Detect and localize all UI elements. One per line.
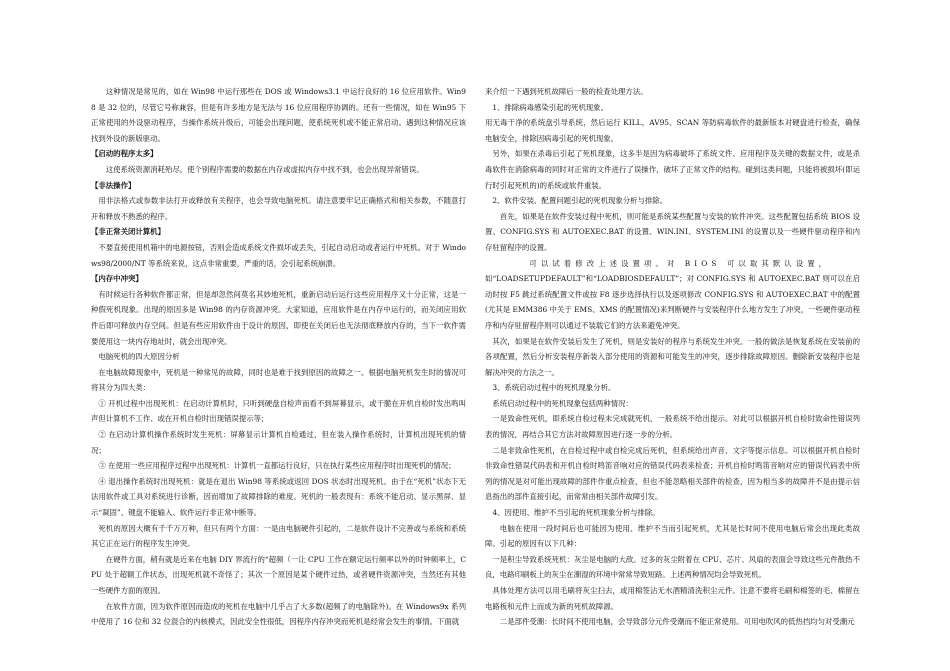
right-column xyxy=(485,84,860,630)
paragraph: 其次，如果是在软件安装后发生了死机，则是安装好的程序与系统发生冲突。一般的做法是恢复系统在安装前的各项配置，然后分析安装程序新装入部分使用的资源和可能发生的冲突，逐步排除故障原因。删除新安装程序也是解决冲突的方法之一。 xyxy=(485,336,860,377)
paragraph: 用非法格式或参数非法打开或释放有关程序，也会导致电脑死机。请注意要牢记正确格式和相关参数，不随意打开和释放不熟悉的程序。 xyxy=(91,196,466,221)
paragraph: 这种情况是常见的，如在 Win98 中运行那些在 DOS 或 Windows3.1 中运行良好的 16 位应用软件。Win98 是 32 位的，尽管它号称兼容，但是有许多地方是无法与 16 位应用程序协调的。还有一些情况，如在 Win95 下正常使用的外设驱动程序，当操作系统升级后，可能会出现问题，使系统死机或不能正常启动。遇到这种情况应该找到外设的新版驱动。 xyxy=(91,87,466,143)
paragraph: 4、因使用、维护不当引起的死机现象分析与排除。 xyxy=(492,508,660,518)
left-column xyxy=(91,84,466,630)
paragraph: 一是积尘导致系统死机：灰尘是电脑的大敌。过多的灰尘附着在 CPU、芯片、风扇的表面会导致这些元件散热不良，电路印刷板上的灰尘在潮湿的环境中常常导致短路。上述两种情况均会导致死机。 xyxy=(485,554,860,580)
paragraph: 另外，如果在杀毒后引起了死机现象，这多半是因为病毒破坏了系统文件、应用程序及关键的数据文件，或是杀毒软件在消除病毒的同时对正常的文件进行了误操作，破坏了正常文件的结构。碰到这类问题，只能将被损坏(即运行时引起死机的)的系统或软件重装。 xyxy=(485,149,860,190)
paragraph: 来介绍一下遇到死机故障后一般的检查处理方法。 xyxy=(485,87,648,96)
paragraph: 不要直接使用机箱中的电源按钮，否则会造成系统文件损坏或丢失，引起自动启动或者运行中死机。对于 Windows98/2000/NT 等系统来说，这点非常重要，严重的话，会引起系统崩溃。 xyxy=(91,242,466,268)
paragraph: 在硬件方面，稍有就是近来在电脑 DIY 界流行的“超频（一让 CPU 工作在额定运行频率以外的时钟频率上，CPU 处于超额工作状态，出现死机就不奇怪了；其次一个原因是某个硬件过热，或者硬件资源冲突，当然还有其他一些硬件方面的原因。 xyxy=(91,554,466,595)
paragraph: 在软件方面，因为软件原因而造成的死机在电脑中几乎占了大多数(超频了的电脑除外)。在 Windows9x 系列中使用了 16 位和 32 位混合的内核模式，因此安全性很低，因程序内存冲突而死机是经常会发生的事情。下面就 xyxy=(91,601,466,627)
paragraph: 用无毒干净的系统盘引导系统，然后运行 KILL，AV95、SCAN 等防病毒软件的最新版本对硬盘进行检查，确保电脑安全，排除因病毒引起的死机现象。 xyxy=(485,118,860,143)
paragraph: 系统启动过程中的死机现象包括两种情况： xyxy=(492,398,633,408)
paragraph: 1、排除病毒感染引起的死机现象。 xyxy=(492,102,608,112)
paragraph: 二是非致命性死机，在自检过程中或自检完成后死机，但系统给出声音、文字等提示信息。可以根据开机自检时非致命性错误代码表和开机自检时鸣笛音响对应的错误代码表来检查；开机自检时鸣笛音响对应的错误代码表中所列的情况是对可能出现故障的部件作重点检查，但也不能忽略相关部件的检查，因为相当多的故障并不是由提示信息指出的部件直接引起，而常常由相关部件故障引发。 xyxy=(485,445,860,502)
paragraph: ③ 在使用一些应用程序过程中出现死机：计算机一直都运行良好，只在执行某些应用程序时出现死机的情况； xyxy=(98,461,456,471)
paragraph: 二是部件受潮：长时间不使用电脑，会导致部分元件受潮而不能正常使用。可用电吹风的低热挡均匀对受潮元 xyxy=(499,617,855,627)
paragraph: 2、软件安装、配置问题引起的死机现象分析与排除。 xyxy=(492,196,668,206)
paragraph: 【启动的程序太多】 xyxy=(91,149,158,159)
paragraph: 电脑在使用一段时间后也可能因为使用、维护不当而引起死机，尤其是长时间不使用电脑后常会出现此类故障。引起的原因有以下几种： xyxy=(485,523,860,549)
paragraph: 可以试着修改上述设置项。对 BIOS 可以取其默认设置， xyxy=(529,258,831,268)
paragraph: 死机的原因大概有千千万万种，但只有两个方面：一是由电脑硬件引起的，二是软件设计不完善或与系统和系统其它正在运行的程序发生冲突。 xyxy=(91,523,466,549)
paragraph: 在电脑故障现象中，死机是一种常见的故障，同时也是难于找到原因的故障之一。根据电脑死机发生时的情况可将其分为四大类： xyxy=(91,367,466,393)
paragraph: ① 开机过程中出现死机：在启动计算机时，只听到硬盘自检声而看不到屏幕显示，或干脆在开机自检时发出鸣叫声但计算机不工作、或在开机自检时出现错误提示等； xyxy=(91,398,466,424)
paragraph: 具体处理方法可以用毛刷将灰尘扫去，或用棉签沾无水酒精清洗积尘元件。注意不要将毛刷和棉签的毛、棉留在电路板和元件上而成为新的死机故障源。 xyxy=(485,586,860,611)
paragraph: 这使系统资源消耗殆尽，使个别程序需要的数据在内存或虚拟内存中找不到，也会出现异常错误。 xyxy=(105,164,424,174)
paragraph: 有时候运行各种软件都正常，但是却忽然间莫名其妙地死机，重新启动后运行这些应用程序又十分正常，这是一种假死机现象。出现的原因多是 Win98 的内存资源冲突。大家知道，应用软件是在内存中运行的，而关闭应用软件后即可释放内存空间。但是有些应用软件由于设计的原因，即使在关闭后也无法彻底释放内存的，当下一软件需要使用这一块内存地址时，就会出现冲突。 xyxy=(91,289,466,346)
paragraph: 如“LOADSETUPDEFAULT”和“LOADBIOSDEFAULT”；对 CONFIG.SYS 和 AUTOEXEC.BAT 则可以在启动时按 F5 跳过系统配置文件或按 F8 逐步选择执行以及逐项修改 CONFIG.SYS 和 AUTOEXEC.BAT 中的配置(尤其是 EMM386 中关于 EMS、XMS 的配置情况)来判断硬件与安装程序什么地方发生了冲突，一些硬件驱动程序和内存驻留程序则可以通过不装载它们的方法来避免冲突。 xyxy=(485,274,860,330)
paragraph: 电脑死机的四大原因分析 xyxy=(98,352,180,362)
paragraph: ④ 退出操作系统时出现死机：就是在退出 Win98 等系统或返回 DOS 状态时出现死机。由于在“死机”状态下无法用软件或工具对系统进行诊断，因而增加了故障排除的难度。死机的一般表现有：系统不能启动、显示黑屏、显示“凝固”、键盘不能输入、软件运行非正常中断等。 xyxy=(91,476,466,518)
paragraph: 一是致命性死机，即系统自检过程未完成就死机，一般系统不给出提示。对此可以根据开机自检时致命性错误列表的情况，再结合其它方法对故障原因进行逐一步的分析。 xyxy=(485,414,860,440)
paragraph: 【内存中冲突】 xyxy=(91,274,143,284)
paragraph: 【非正常关闭计算机】 xyxy=(91,227,165,237)
paragraph: 【非法操作】 xyxy=(91,180,136,190)
paragraph: ② 在启动计算机操作系统时发生死机：屏幕显示计算机自检通过，但在装入操作系统时，计算机出现死机的情况； xyxy=(91,430,466,455)
paragraph: 3、系统启动过程中的死机现象分析。 xyxy=(492,383,616,393)
paragraph: 首先，如果是在软件安装过程中死机，则可能是系统某些配置与安装的软件冲突。这些配置包括系统 BIOS 设置、CONFIG.SYS 和 AUTOEXEC.BAT 的设置、WIN.INI、SYSTEM.INI 的设置以及一些硬件驱动程序和内存驻留程序的设置。 xyxy=(485,211,860,252)
